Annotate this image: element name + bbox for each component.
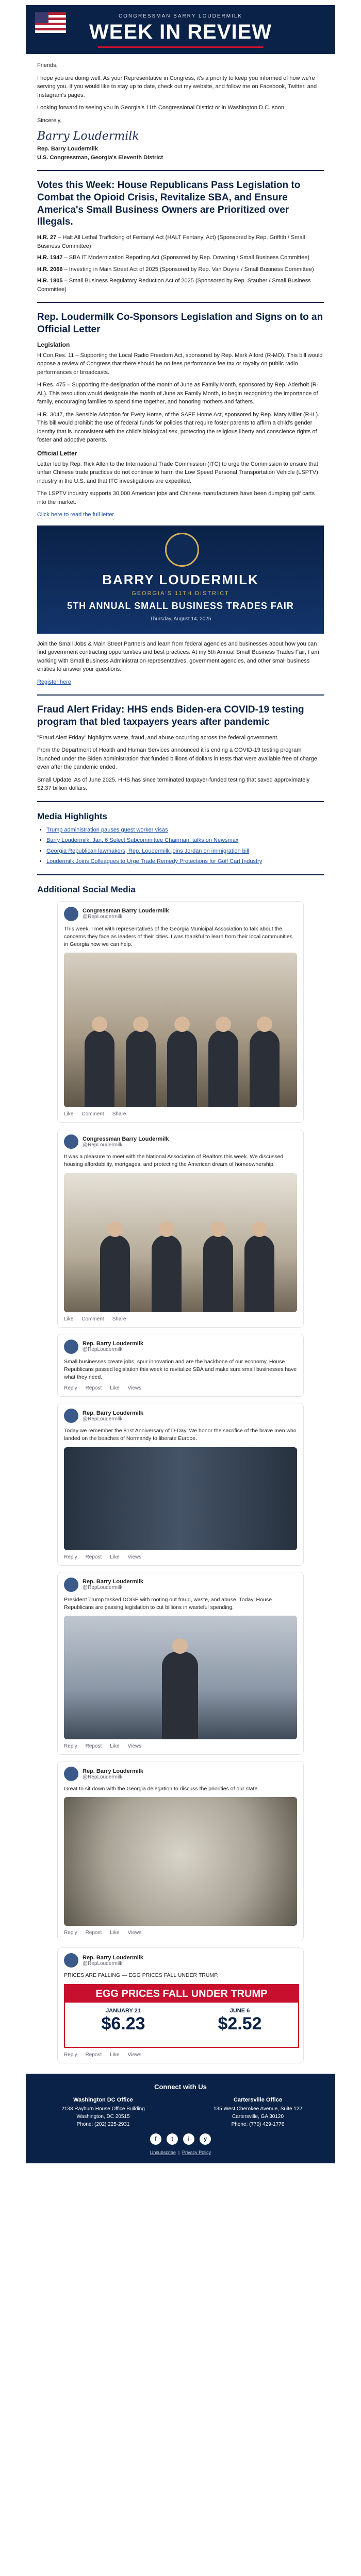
- post-actions: [64, 1930, 297, 1936]
- votes-heading: Votes this Week: House Republicans Pass Legislation to Combat the Opioid Crisis, Revitalize SBA, and Ensure America's Small Business Owners are Prioritized over Illegals.: [37, 180, 301, 228]
- twitter-icon[interactable]: t: [167, 2133, 178, 2145]
- footer: [26, 2074, 335, 2164]
- media-link[interactable]: Georgia Republican lawmakers, Rep. Loudermilk joins Jordan on immigration bill: [46, 848, 250, 854]
- legislation-subhead: Legislation: [37, 341, 70, 348]
- social-post[interactable]: [57, 1572, 304, 1755]
- repost-action[interactable]: Repost: [85, 1743, 102, 1750]
- fraud-update: Small Update: As of June 2025, HHS has since terminated taxpayer-funded testing that saved approximately $2.37 billion dollars.: [37, 776, 310, 791]
- avatar: [64, 907, 78, 921]
- event-title: 5TH ANNUAL SMALL BUSINESS TRADES FAIR: [67, 600, 294, 611]
- signature: Barry Loudermilk: [37, 130, 139, 143]
- letter-subhead: Official Letter: [37, 449, 77, 457]
- post-handle: @RepLoudermilk: [83, 1347, 123, 1353]
- bill-item: H.R. 1805 – Small Business Regulatory Reduction Act of 2025 (Sponsored by Rep. Stauber / Small Business Committee): [37, 278, 311, 293]
- post-author: Rep. Barry Loudermilk: [83, 1768, 143, 1774]
- signoff: Sincerely,: [37, 117, 62, 124]
- avatar: [64, 1953, 78, 1968]
- social-post[interactable]: [57, 901, 304, 1123]
- letter-more: The LSPTV industry supports 30,000 American jobs and Chinese manufacturers have been dumping golf carts into the market.: [37, 490, 315, 505]
- post-handle: @RepLoudermilk: [83, 1774, 123, 1780]
- cosponsor-item: H.Res. 475 – Supporting the designation of the month of June as Family Month, sponsored by Rep. Aderholt (R-AL). This resolution would designate the month of June as Family Month, to begin recognizing the importance of family, encouraging families to spend time together, and honoring mothers and fathers.: [37, 382, 319, 405]
- like-action[interactable]: Like: [110, 2052, 120, 2058]
- egg-right: [182, 2008, 298, 2034]
- register-link[interactable]: Register here: [37, 679, 72, 685]
- intro-paragraph-2: Looking forward to seeing you in Georgia's 11th Congressional District or in Washington D.C. soon.: [37, 105, 286, 111]
- media-item: [46, 847, 324, 856]
- egg-price-graphic[interactable]: [64, 1984, 299, 2048]
- avatar: [64, 1134, 78, 1149]
- post-text: It was a pleasure to meet with the National Association of Realtors this week. We discussed housing affordability, mortgages, and protecting the American dream of homeownership.: [64, 1154, 284, 1168]
- trades-fair-graphic[interactable]: [37, 526, 324, 634]
- views-count: Views: [127, 2052, 142, 2058]
- post-header: [64, 1340, 297, 1354]
- post-handle: @RepLoudermilk: [83, 1585, 123, 1591]
- media-item: [46, 836, 324, 845]
- post-author: Congressman Barry Loudermilk: [83, 1136, 169, 1142]
- cosponsor-item: H.Con.Res. 11 – Supporting the Local Radio Freedom Act, sponsored by Rep. Mark Alford (R-MO). This bill would oppose a review of Congress that there should be no fees performance fee tax or royalty on public radio performances or broadcasts.: [37, 352, 323, 376]
- youtube-icon[interactable]: y: [200, 2133, 211, 2145]
- comment-action[interactable]: Comment: [81, 1316, 104, 1322]
- rep-role: U.S. Congressman, Georgia's Eleventh District: [37, 154, 163, 161]
- post-photo[interactable]: [64, 1447, 297, 1550]
- dc-office-title: Washington DC Office: [73, 2096, 133, 2103]
- post-actions: [64, 1111, 297, 1117]
- divider: [37, 302, 324, 303]
- cosponsor-heading: Rep. Loudermilk Co-Sponsors Legislation and Signs on to an Official Letter: [37, 312, 323, 335]
- divider: [37, 874, 324, 875]
- unsubscribe-link[interactable]: Unsubscribe: [150, 2150, 176, 2156]
- post-handle: @RepLoudermilk: [83, 1142, 123, 1148]
- like-action[interactable]: Like: [110, 1554, 120, 1560]
- post-author: Rep. Barry Loudermilk: [83, 1341, 143, 1347]
- post-header: [64, 1953, 297, 1968]
- post-actions: [64, 1385, 297, 1391]
- reply-action[interactable]: Reply: [64, 1554, 77, 1560]
- post-photo[interactable]: [64, 1797, 297, 1926]
- share-action[interactable]: Share: [112, 1316, 126, 1322]
- avatar: [64, 1578, 78, 1592]
- social-post[interactable]: [57, 1761, 304, 1941]
- intro-paragraph: I hope you are doing well. As your Representative in Congress, it's a priority to keep you informed of how we're serving you. If you would like to stay up to date, check out my website, and follow me on Facebook, Twitter, and Instagram's pages.: [37, 75, 317, 98]
- post-handle: @RepLoudermilk: [83, 1416, 123, 1422]
- bill-item: H.R. 27 – Halt All Lethal Trafficking of Fentanyl Act (HALT Fentanyl Act) (Sponsored by Rep. Griffith / Small Business Committee): [37, 234, 305, 249]
- footer-links: Unsubscribe | Privacy Policy: [150, 2150, 211, 2156]
- post-photo[interactable]: [64, 953, 297, 1107]
- instagram-icon[interactable]: i: [183, 2133, 194, 2145]
- post-header: [64, 1578, 297, 1592]
- post-actions: [64, 2052, 297, 2058]
- post-actions: [64, 1316, 297, 1322]
- like-action[interactable]: Like: [64, 1316, 74, 1322]
- facebook-icon[interactable]: f: [150, 2133, 161, 2145]
- egg-left-date: JANUARY 21: [106, 2007, 141, 2014]
- event-host-name: BARRY LOUDERMILK: [102, 571, 259, 587]
- greeting: Friends,: [37, 62, 58, 69]
- repost-action[interactable]: Repost: [85, 1385, 102, 1392]
- bill-item: H.R. 2066 – Investing in Main Street Act of 2025 (Sponsored by Rep. Van Duyne / Small Business Committee): [37, 266, 314, 273]
- footer-heading: Connect with Us: [154, 2082, 207, 2091]
- event-host-sub: GEORGIA'S 11TH DISTRICT: [132, 590, 229, 597]
- cosponsor-item: H.R. 3047, the Sensible Adoption for Every Home, of the SAFE Home Act, sponsored by Rep. Mary Miller (R-IL). This bill would prohibit the use of federal funds for policies that require foster parents to affirm a child's gender identity that is inconsistent with the child's biological sex, protecting the religious liberty and conscience rights of foster and adoptive parents.: [37, 411, 320, 443]
- district-office-city: Cartersville, GA 30120: [232, 2114, 284, 2120]
- read-letter-link[interactable]: Click here to read the full letter.: [37, 512, 116, 518]
- social-post[interactable]: [57, 1129, 304, 1327]
- privacy-link[interactable]: Privacy Policy: [182, 2150, 211, 2156]
- repost-action[interactable]: Repost: [85, 2052, 102, 2058]
- banner-title: WEEK IN REVIEW: [89, 21, 272, 43]
- egg-left: [65, 2008, 182, 2034]
- post-text: Today we remember the 81st Anniversary of D-Day. We honor the sacrifice of the brave men who landed on the beaches of Normandy to liberate Europe.: [64, 1428, 297, 1442]
- media-link[interactable]: Trump administration pauses guest worker visas: [46, 826, 168, 833]
- share-action[interactable]: Share: [112, 1111, 126, 1117]
- dc-office-address: 2133 Rayburn House Office Building: [61, 2106, 145, 2112]
- post-author: Rep. Barry Loudermilk: [83, 1954, 143, 1961]
- post-text: Great to sit down with the Georgia delegation to discuss the priorities of our state.: [64, 1786, 259, 1792]
- social-heading: Additional Social Media: [37, 884, 136, 894]
- post-header: [64, 1409, 297, 1423]
- repost-action[interactable]: Repost: [85, 1554, 102, 1560]
- media-item: [46, 826, 324, 835]
- letter-text: Letter led by Rep. Rick Allen to the International Trade Commission (ITC) to urge the Commission to ensure that unfair Chinese trade practices do not continue to harm the Low Speed Personal Transportation Vehicle (LSPTV) industry in the U.S. and that ITC investigations are expedited.: [37, 461, 318, 484]
- fraud-heading: Fraud Alert Friday: HHS ends Biden-era COVID-19 testing program that bled taxpayers years after pandemic: [37, 704, 304, 727]
- post-author: Rep. Barry Loudermilk: [83, 1579, 143, 1585]
- repost-action[interactable]: Repost: [85, 1930, 102, 1936]
- like-action[interactable]: Like: [110, 1385, 120, 1392]
- post-text: This week, I met with representatives of the Georgia Municipal Association to talk about the concerns they face as leaders of their cities. I was thankful to learn from their local communities in Georgia how we can help.: [64, 925, 292, 947]
- views-count: Views: [127, 1743, 142, 1750]
- footer-social-links: [26, 2133, 335, 2145]
- fraud-quote: "Fraud Alert Friday" highlights waste, fraud, and abuse occurring across the federal government.: [37, 734, 279, 741]
- views-count: Views: [127, 1930, 142, 1936]
- bill-item: H.R. 1947 – SBA IT Modernization Reporting Act (Sponsored by Rep. Downing / Small Business Committee): [37, 255, 310, 261]
- media-heading: Media Highlights: [37, 811, 107, 821]
- egg-right-date: JUNE 6: [229, 2007, 250, 2014]
- district-office: [191, 2096, 325, 2129]
- divider: [37, 694, 324, 696]
- social-post[interactable]: [57, 1403, 304, 1565]
- reply-action[interactable]: Reply: [64, 2052, 77, 2058]
- district-office-phone: Phone: (770) 429-1776: [231, 2122, 285, 2128]
- views-count: Views: [127, 1554, 142, 1560]
- social-post[interactable]: [57, 1947, 304, 2063]
- rep-name: Rep. Barry Loudermilk: [37, 146, 98, 152]
- reply-action[interactable]: Reply: [64, 1385, 77, 1392]
- avatar: [64, 1409, 78, 1423]
- post-actions: [64, 1743, 297, 1749]
- divider: [37, 170, 324, 171]
- views-count: Views: [127, 1385, 142, 1392]
- banner-rule: [98, 46, 263, 48]
- event-date: Thursday, August 14, 2025: [150, 616, 211, 622]
- dc-office-phone: Phone: (202) 225-2931: [76, 2122, 130, 2128]
- post-header: [64, 1134, 297, 1149]
- like-action[interactable]: Like: [110, 1743, 120, 1750]
- post-author: Congressman Barry Loudermilk: [83, 908, 169, 914]
- post-text: President Trump tasked DOGE with rooting out fraud, waste, and abuse. Today, House Republicans are passing legislation to cut billions in wasteful spending.: [64, 1596, 272, 1611]
- egg-right-value: $2.52: [218, 2013, 262, 2033]
- post-text: Small businesses create jobs, spur innovation and are the backbone of our economy. House Republicans passed legislation this week to revitalize SBA and make sure small businesses have what they need.: [64, 1358, 297, 1381]
- congressional-seal-icon: [165, 533, 199, 567]
- dc-office-city: Washington, DC 20515: [76, 2114, 130, 2120]
- reply-action[interactable]: Reply: [64, 1930, 77, 1936]
- header-banner: [26, 5, 335, 54]
- avatar: [64, 1767, 78, 1781]
- newsletter-page: [26, 5, 335, 2163]
- egg-title: EGG PRICES FALL UNDER TRUMP: [65, 1985, 298, 2003]
- media-link[interactable]: Barry Loudermilk, Jan. 6 Select Subcommittee Chairman, talks on Newsmax: [46, 837, 239, 843]
- district-office-title: Cartersville Office: [233, 2096, 283, 2103]
- post-text: PRICES ARE FALLING — EGG PRICES FALL UNDER TRUMP.: [64, 1972, 219, 1979]
- post-handle: @RepLoudermilk: [83, 914, 123, 920]
- office-columns: [26, 2096, 335, 2129]
- like-action[interactable]: Like: [64, 1111, 74, 1117]
- post-photo[interactable]: [64, 1616, 297, 1739]
- post-author: Rep. Barry Loudermilk: [83, 1410, 143, 1416]
- post-handle: @RepLoudermilk: [83, 1960, 123, 1967]
- fraud-paragraph: From the Department of Health and Human Services announced it is ending a COVID-19 testing program launched under the Biden administration that funded billions of dollars in tests that were available free of charge even after the pandemic ended.: [37, 747, 318, 770]
- banner-eyebrow: CONGRESSMAN BARRY LOUDERMILK: [118, 13, 243, 19]
- post-header: [64, 907, 297, 921]
- post-photo[interactable]: [64, 1173, 297, 1312]
- social-post[interactable]: [57, 1334, 304, 1397]
- comment-action[interactable]: Comment: [81, 1111, 104, 1117]
- event-description: Join the Small Jobs & Main Street Partners and learn from federal agencies and businesses about how you can find government contracting opportunities and best practices. At my 5th Annual Small Business Trades Fair, I am working with Small Business Administration representatives, government agencies, and other small business entities to answer your questions.: [37, 640, 319, 672]
- media-list: [37, 826, 324, 866]
- media-item: [46, 857, 324, 866]
- avatar: [64, 1340, 78, 1354]
- egg-left-value: $6.23: [101, 2013, 145, 2033]
- post-header: [64, 1767, 297, 1781]
- bill-list: [37, 233, 324, 294]
- district-office-address: 135 West Cherokee Avenue, Suite 122: [214, 2106, 302, 2112]
- reply-action[interactable]: Reply: [64, 1743, 77, 1750]
- media-link[interactable]: Loudermilk Joins Colleagues to Urge Trade Remedy Protections for Golf Cart Industry: [46, 858, 262, 865]
- post-actions: [64, 1554, 297, 1560]
- like-action[interactable]: Like: [110, 1930, 120, 1936]
- divider: [37, 801, 324, 802]
- dc-office: [36, 2096, 170, 2129]
